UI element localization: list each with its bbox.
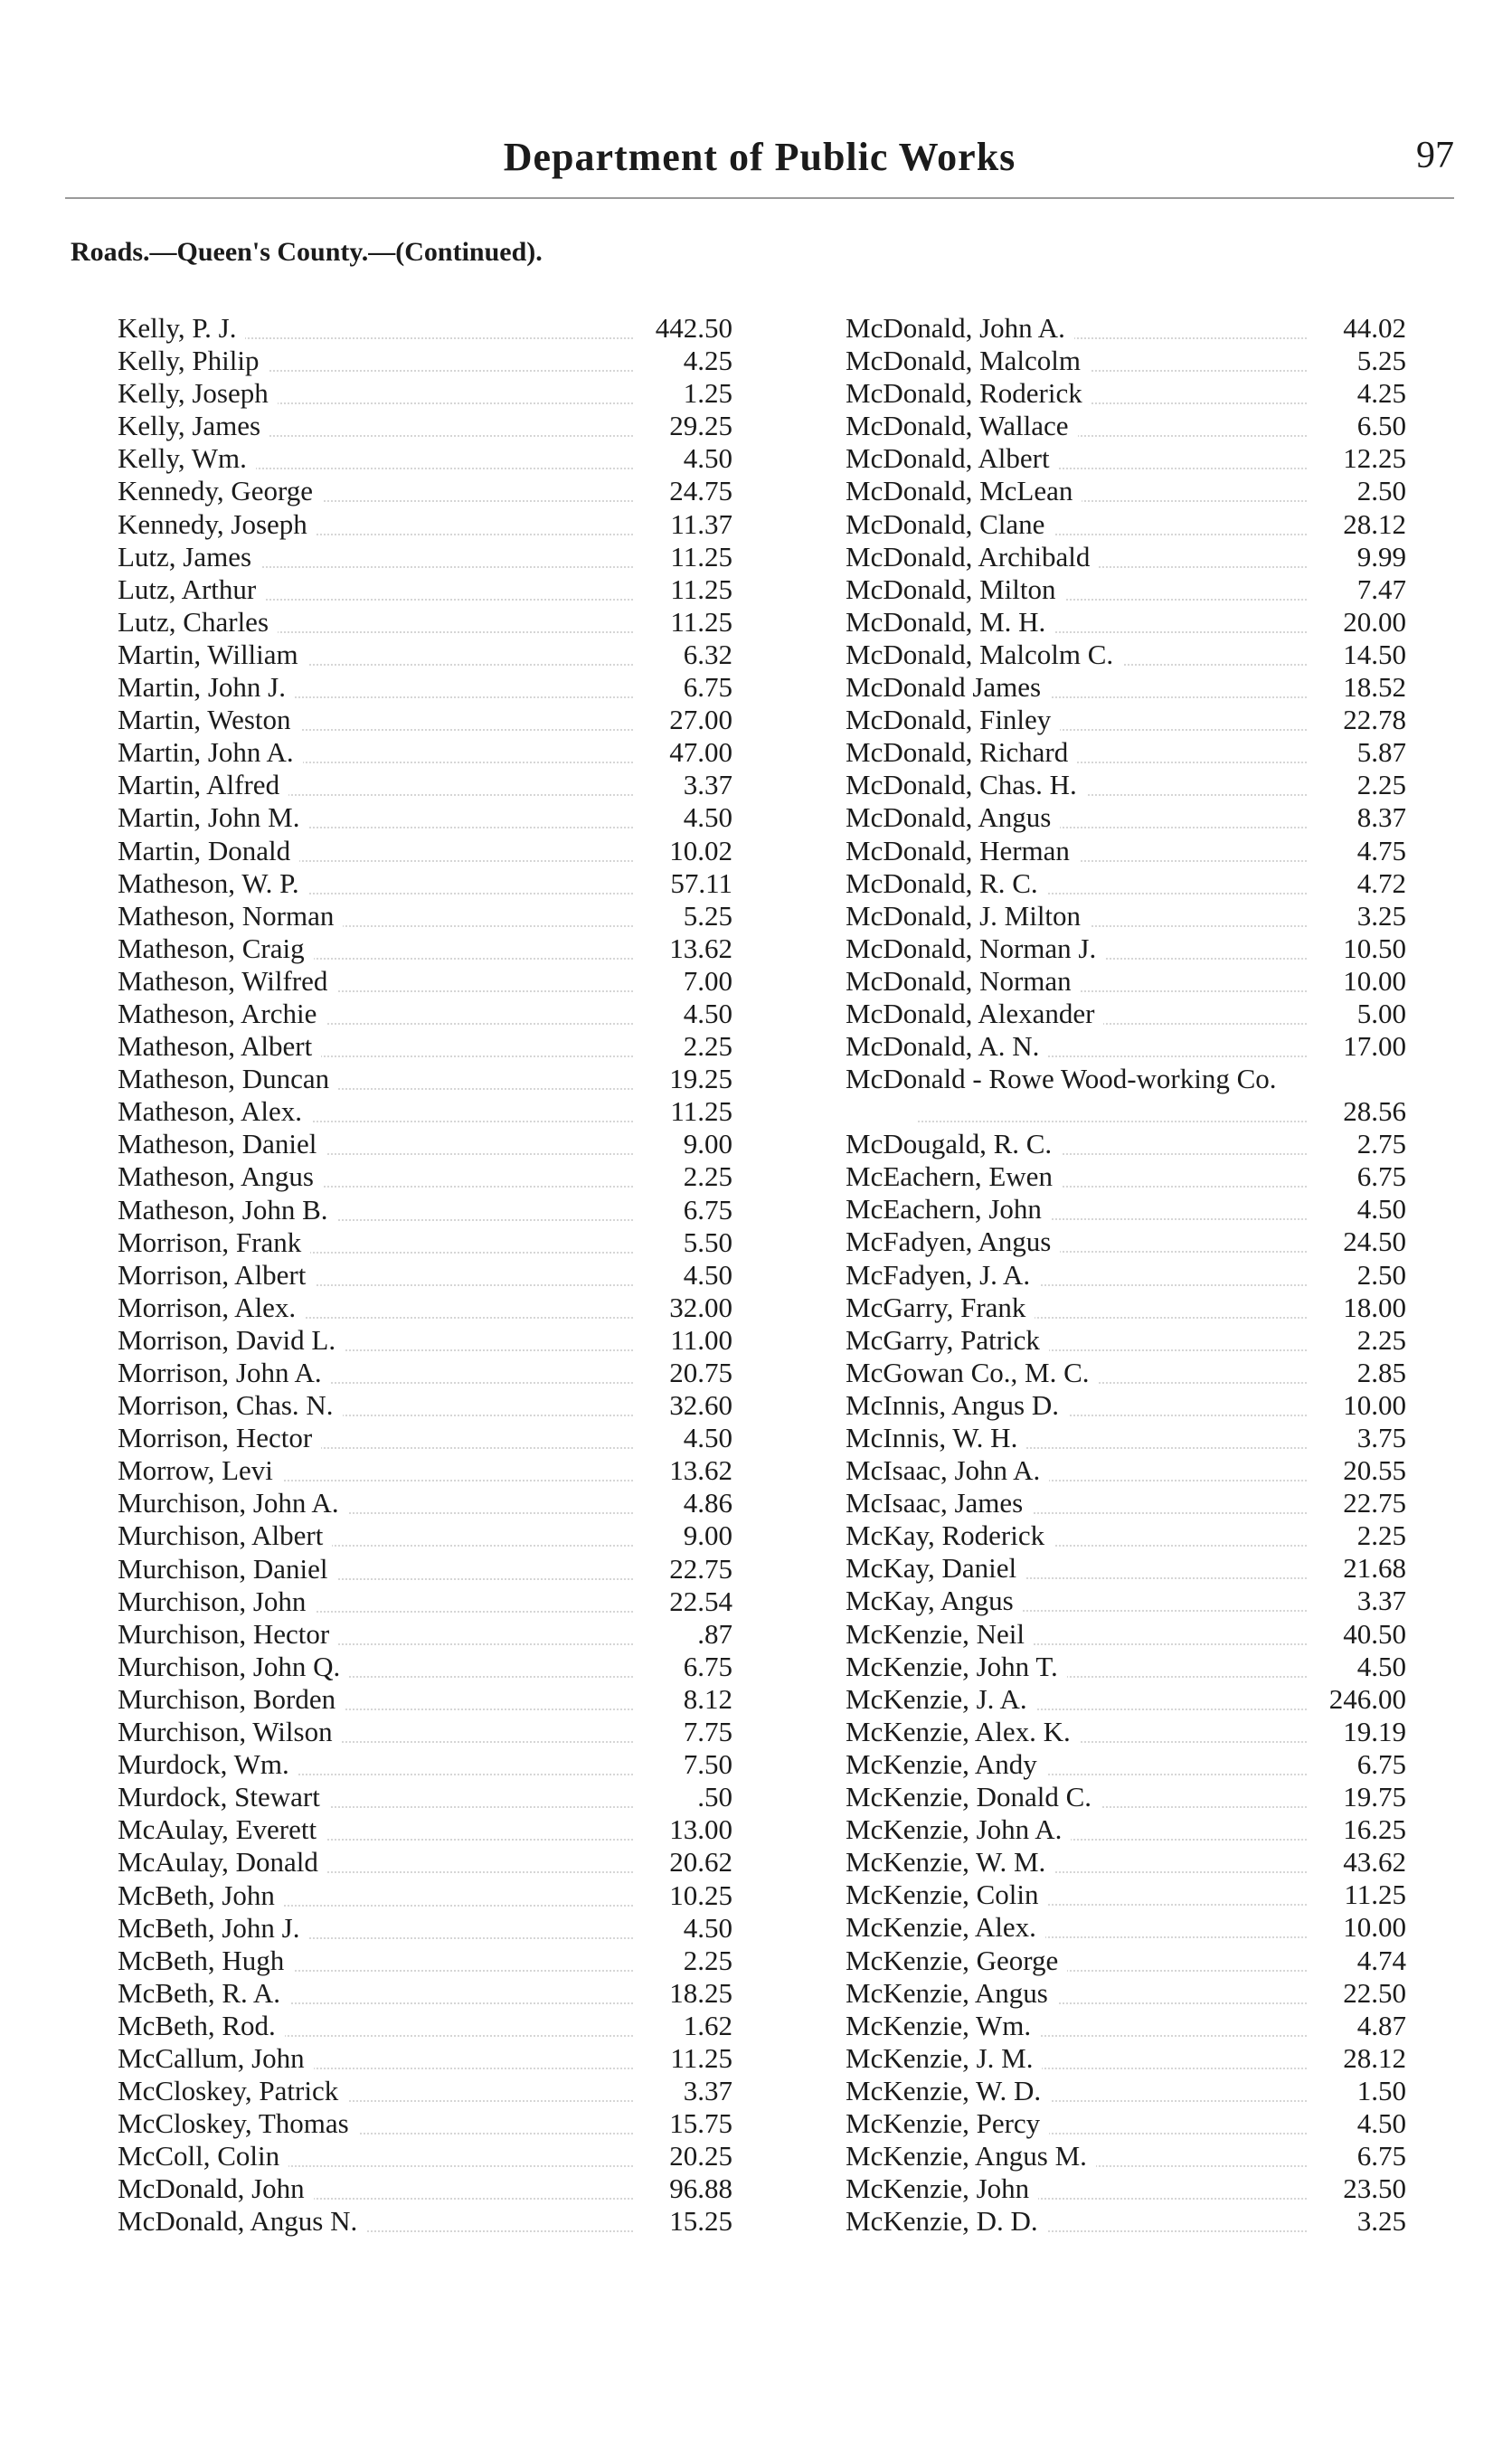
entry-name: Morrison, Frank (118, 1226, 310, 1259)
list-item (846, 2205, 1406, 2238)
entry-amount: .50 (690, 1781, 732, 1813)
entry-amount: 10.02 (662, 835, 732, 867)
entry-name: Matheson, John B. (118, 1194, 337, 1226)
entry-name: Matheson, Archie (118, 998, 326, 1030)
entry-name: McCloskey, Thomas (118, 2107, 358, 2140)
entry-amount: 24.50 (1336, 1226, 1406, 1258)
entry-name: Martin, John M. (118, 801, 309, 834)
entry-amount: 4.50 (676, 801, 732, 834)
entry-amount: 11.25 (663, 541, 732, 573)
entry-amount: 96.88 (662, 2172, 732, 2205)
entry-amount: 10.00 (1336, 1389, 1406, 1422)
entry-name: McKenzie, Percy (846, 2107, 1049, 2140)
entry-amount: 22.78 (1336, 704, 1406, 736)
entry-amount: 12.25 (1336, 442, 1406, 475)
entry-name: McDonald, Milton (846, 573, 1065, 606)
entry-amount: 4.25 (676, 345, 732, 377)
entry-name: McDonald, Albert (846, 442, 1059, 475)
entry-amount: 6.75 (1350, 1160, 1406, 1193)
entry-name: McKay, Angus (846, 1585, 1023, 1617)
entry-amount: 4.50 (1350, 2107, 1406, 2140)
entry-amount: 3.25 (1350, 2205, 1406, 2238)
entry-amount: 6.75 (1350, 2140, 1406, 2172)
entry-name: Matheson, Daniel (118, 1128, 326, 1160)
entry-name: Morrow, Levi (118, 1454, 282, 1487)
entry-amount: 5.00 (1350, 998, 1406, 1030)
entry-name: Kennedy, Joseph (118, 508, 317, 541)
entry-amount: 6.75 (676, 671, 732, 704)
entry-amount: 1.50 (1350, 2075, 1406, 2107)
list-item (846, 1063, 1406, 1128)
entry-amount: 11.37 (663, 508, 732, 541)
entry-name: McAulay, Everett (118, 1813, 326, 1846)
entry-name: Murdock, Wm. (118, 1748, 298, 1781)
right-column (846, 312, 1406, 2238)
entry-amount: 14.50 (1336, 639, 1406, 671)
entry-name: Matheson, Albert (118, 1030, 321, 1063)
entry-name: Morrison, Hector (118, 1422, 321, 1454)
page-header (65, 134, 1454, 199)
entry-amount: 2.75 (1350, 1128, 1406, 1160)
entry-amount: 15.75 (662, 2107, 732, 2140)
entry-name: McKenzie, W. D. (846, 2075, 1050, 2107)
entry-name: McKenzie, Andy (846, 1748, 1046, 1781)
entry-name: Kelly, Joseph (118, 377, 278, 410)
entry-amount: 7.00 (676, 965, 732, 998)
entry-amount: 5.25 (1350, 345, 1406, 377)
entry-name: McDonald, Chas. H. (846, 769, 1086, 801)
entry-name: McKenzie, J. A. (846, 1683, 1036, 1716)
entry-name: McKenzie, Angus M. (846, 2140, 1096, 2172)
entry-name: McAulay, Donald (118, 1846, 327, 1879)
section-title: Roads.—Queen's County.—(Continued). (71, 237, 543, 267)
entry-amount: 6.75 (676, 1651, 732, 1683)
entry-amount: 5.25 (676, 900, 732, 932)
entry-name: McKenzie, Alex. (846, 1911, 1045, 1944)
entry-name: Kelly, P. J. (118, 312, 245, 345)
entry-name: McDonald, Alexander (846, 998, 1103, 1030)
entry-name: Lutz, Charles (118, 606, 278, 639)
entry-name: Murchison, Borden (118, 1683, 345, 1716)
entry-name: Murchison, Wilson (118, 1716, 342, 1748)
entry-name: McDonald, McLean (846, 475, 1082, 507)
entry-name: McKenzie, Colin (846, 1879, 1048, 1911)
entry-name: Martin, John J. (118, 671, 295, 704)
entry-name: McDonald, John (118, 2172, 314, 2205)
entry-name: McDonald, R. C. (846, 867, 1047, 900)
entry-amount: 4.50 (1350, 1193, 1406, 1226)
entry-name: Murchison, Daniel (118, 1553, 336, 1585)
entry-name: Lutz, James (118, 541, 260, 573)
entry-name: Murchison, Albert (118, 1519, 332, 1552)
entry-amount: 32.60 (662, 1389, 732, 1422)
entry-amount: 5.50 (676, 1226, 732, 1259)
entry-amount: 47.00 (662, 736, 732, 769)
page-number: 97 (1416, 135, 1454, 176)
entry-name: McDonald, Wallace (846, 410, 1078, 442)
entry-amount: 9.99 (1350, 541, 1406, 573)
entry-name: Matheson, Angus (118, 1160, 323, 1193)
entry-name: McBeth, John J. (118, 1912, 309, 1945)
header-rule (65, 197, 1454, 199)
entry-amount: 3.37 (676, 769, 732, 801)
entry-name: Martin, Weston (118, 704, 300, 736)
entry-name: Martin, Donald (118, 835, 299, 867)
entry-amount: 5.87 (1350, 736, 1406, 769)
entry-amount: 4.50 (676, 1259, 732, 1292)
entry-name: Murchison, John Q. (118, 1651, 349, 1683)
entry-amount: 2.25 (1350, 1324, 1406, 1357)
entry-amount: 19.25 (662, 1063, 732, 1095)
entry-amount: 3.25 (1350, 900, 1406, 932)
entry-name: Murchison, John A. (118, 1487, 348, 1519)
entry-name: Matheson, Wilfred (118, 965, 336, 998)
entry-name: McDonald, Angus (846, 801, 1060, 834)
entry-amount: 2.25 (1350, 769, 1406, 801)
entry-name: McInnis, W. H. (846, 1422, 1026, 1454)
entry-amount: 2.50 (1350, 475, 1406, 507)
entry-name: McEachern, Ewen (846, 1160, 1062, 1193)
entry-name: McEachern, John (846, 1193, 1051, 1226)
entry-amount: 4.74 (1350, 1945, 1406, 1977)
entry-amount: 6.75 (1350, 1748, 1406, 1781)
entry-name: McGarry, Frank (846, 1292, 1035, 1324)
entry-name: McIsaac, James (846, 1487, 1032, 1519)
entry-amount: 10.25 (662, 1879, 732, 1912)
entry-name: McInnis, Angus D. (846, 1389, 1068, 1422)
entry-amount: 4.72 (1350, 867, 1406, 900)
entry-name: McKay, Roderick (846, 1519, 1054, 1552)
entry-name: McKenzie, John A. (846, 1813, 1071, 1846)
entry-name: McDonald, John A. (846, 312, 1074, 345)
entry-amount: 28.56 (1336, 1095, 1406, 1128)
entry-name: Kelly, Philip (118, 345, 268, 377)
entry-amount: 4.50 (676, 1912, 732, 1945)
entry-name: McDonald, M. H. (846, 606, 1054, 639)
entry-name: McKenzie, Alex. K. (846, 1716, 1080, 1748)
entry-name: McDonald, Roderick (846, 377, 1091, 410)
entry-amount: 4.75 (1350, 835, 1406, 867)
entry-amount: 27.00 (662, 704, 732, 736)
entry-name: McDonald, Finley (846, 704, 1060, 736)
entry-name: McFadyen, Angus (846, 1226, 1060, 1258)
entry-name: McDonald, A. N. (846, 1030, 1048, 1063)
entry-amount: 9.00 (676, 1128, 732, 1160)
entry-amount: 22.50 (1336, 1977, 1406, 2010)
entry-amount: 19.75 (1336, 1781, 1406, 1813)
entry-name: McDonald - Rowe Wood-working Co. (846, 1063, 1289, 1095)
entry-amount: 11.25 (663, 2042, 732, 2075)
entry-amount: 4.50 (676, 442, 732, 475)
entry-name: McKenzie, Donald C. (846, 1781, 1101, 1813)
entry-name: Kelly, James (118, 410, 269, 442)
entry-amount: 20.75 (662, 1357, 732, 1389)
entry-name: McKenzie, J. M. (846, 2042, 1042, 2075)
entry-name: McKenzie, Wm. (846, 2010, 1040, 2042)
entry-amount: 442.50 (648, 312, 732, 345)
entry-name: McBeth, Hugh (118, 1945, 293, 1977)
entry-name: Matheson, Craig (118, 932, 314, 965)
entry-amount: 7.50 (676, 1748, 732, 1781)
entry-amount: 6.50 (1350, 410, 1406, 442)
entry-name: McDonald, Norman (846, 965, 1081, 998)
entry-name: Martin, Alfred (118, 769, 288, 801)
entry-amount: 28.12 (1336, 2042, 1406, 2075)
entry-name: McDonald, Angus N. (118, 2205, 366, 2238)
entry-name: Morrison, David L. (118, 1324, 345, 1357)
entry-amount: 18.00 (1336, 1292, 1406, 1324)
entry-amount: 4.86 (676, 1487, 732, 1519)
entry-amount: 1.62 (676, 2010, 732, 2042)
entry-amount: 11.00 (663, 1324, 732, 1357)
entry-amount: 13.62 (662, 1454, 732, 1487)
entry-name: Kelly, Wm. (118, 442, 256, 475)
entry-amount: 4.50 (676, 1422, 732, 1454)
entry-name: Murdock, Stewart (118, 1781, 329, 1813)
entry-name: McColl, Colin (118, 2140, 288, 2172)
entry-name: McBeth, Rod. (118, 2010, 285, 2042)
entry-name: McDonald James (846, 671, 1050, 704)
entry-amount: 2.25 (1350, 1519, 1406, 1552)
entry-name: McDonald, Malcolm (846, 345, 1090, 377)
left-column (118, 312, 732, 2238)
entry-amount: 18.52 (1336, 671, 1406, 704)
entry-amount: 57.11 (663, 867, 732, 900)
entry-name: McDonald, Richard (846, 736, 1077, 769)
entry-name: McFadyen, J. A. (846, 1259, 1039, 1292)
entry-amount: 19.19 (1336, 1716, 1406, 1748)
entry-amount: 4.25 (1350, 377, 1406, 410)
entry-amount: 11.25 (663, 573, 732, 606)
entry-amount: 11.25 (663, 606, 732, 639)
entry-name: McIsaac, John A. (846, 1454, 1049, 1487)
entry-amount: 20.25 (662, 2140, 732, 2172)
entry-name: McDonald, Malcolm C. (846, 639, 1122, 671)
entry-amount: 6.75 (676, 1194, 732, 1226)
entry-amount: 1.25 (676, 377, 732, 410)
entry-name: McDonald, Norman J. (846, 932, 1105, 965)
entry-amount: 44.02 (1336, 312, 1406, 345)
entry-amount: 2.85 (1350, 1357, 1406, 1389)
entry-amount: 16.25 (1336, 1813, 1406, 1846)
entry-amount: 24.75 (662, 475, 732, 507)
entry-amount: 10.50 (1336, 932, 1406, 965)
entry-name: McGowan Co., M. C. (846, 1357, 1099, 1389)
entry-amount: 2.25 (676, 1030, 732, 1063)
entry-name: McDonald, Archibald (846, 541, 1099, 573)
entry-amount: 13.00 (662, 1813, 732, 1846)
entry-amount: 20.62 (662, 1846, 732, 1879)
entry-amount: 28.12 (1336, 508, 1406, 541)
entry-name: Matheson, W. P. (118, 867, 308, 900)
entry-name: McBeth, John (118, 1879, 284, 1912)
entry-amount: 21.68 (1336, 1552, 1406, 1585)
entry-amount: 8.37 (1350, 801, 1406, 834)
entry-amount: 2.25 (676, 1160, 732, 1193)
entry-amount: 7.47 (1350, 573, 1406, 606)
entry-amount: 246.00 (1322, 1683, 1406, 1716)
entry-amount: 3.37 (676, 2075, 732, 2107)
entry-name: McDonald, J. Milton (846, 900, 1090, 932)
entry-amount: 9.00 (676, 1519, 732, 1552)
entry-name: McKenzie, John (846, 2172, 1038, 2205)
entry-amount: 11.25 (663, 1095, 732, 1128)
entry-amount: 22.54 (662, 1585, 732, 1618)
entry-amount: 4.87 (1350, 2010, 1406, 2042)
entry-amount: 22.75 (662, 1553, 732, 1585)
page-title: Department of Public Works (503, 135, 1016, 179)
entry-amount: 2.50 (1350, 1259, 1406, 1292)
entry-name: McDonald, Herman (846, 835, 1079, 867)
entry-name: Matheson, Norman (118, 900, 343, 932)
entry-name: Matheson, Alex. (118, 1095, 311, 1128)
entry-amount: 10.00 (1336, 1911, 1406, 1944)
entry-name: McDougald, R. C. (846, 1128, 1061, 1160)
entry-name: McKenzie, George (846, 1945, 1067, 1977)
entry-name: Martin, John A. (118, 736, 303, 769)
entry-amount: .87 (690, 1618, 732, 1651)
entry-name: McKenzie, D. D. (846, 2205, 1047, 2238)
entry-amount: 20.00 (1336, 606, 1406, 639)
entry-name: Morrison, Alex. (118, 1292, 305, 1324)
entry-amount: 22.75 (1336, 1487, 1406, 1519)
entry-name: Matheson, Duncan (118, 1063, 338, 1095)
list-item (118, 2205, 732, 2238)
entry-amount: 15.25 (662, 2205, 732, 2238)
entry-name: Morrison, Chas. N. (118, 1389, 343, 1422)
entry-name: Martin, William (118, 639, 307, 671)
entry-name: Kennedy, George (118, 475, 322, 507)
entry-name: McKenzie, W. M. (846, 1846, 1054, 1879)
entry-amount: 17.00 (1336, 1030, 1406, 1063)
entry-amount: 8.12 (676, 1683, 732, 1716)
entry-name: McCallum, John (118, 2042, 314, 2075)
entry-amount: 6.32 (676, 639, 732, 671)
entry-name: Morrison, John A. (118, 1357, 331, 1389)
entry-name: McKenzie, Angus (846, 1977, 1057, 2010)
entry-name: McCloskey, Patrick (118, 2075, 347, 2107)
entry-name: McBeth, R. A. (118, 1977, 289, 2010)
entry-name: McGarry, Patrick (846, 1324, 1049, 1357)
entry-amount: 4.50 (676, 998, 732, 1030)
entry-name: Murchison, Hector (118, 1618, 338, 1651)
entry-amount: 18.25 (662, 1977, 732, 2010)
entry-amount: 4.50 (1350, 1651, 1406, 1683)
entry-name: Morrison, Albert (118, 1259, 315, 1292)
entry-name: Lutz, Arthur (118, 573, 265, 606)
entry-amount: 13.62 (662, 932, 732, 965)
entry-amount: 20.55 (1336, 1454, 1406, 1487)
entry-name: McDonald, Clane (846, 508, 1054, 541)
entry-amount: 2.25 (676, 1945, 732, 1977)
entry-amount: 11.25 (1337, 1879, 1406, 1911)
entry-name: McKenzie, John T. (846, 1651, 1067, 1683)
entry-amount: 43.62 (1336, 1846, 1406, 1879)
entry-amount: 3.37 (1350, 1585, 1406, 1617)
entry-amount: 29.25 (662, 410, 732, 442)
entry-name: Murchison, John (118, 1585, 315, 1618)
entry-amount: 3.75 (1350, 1422, 1406, 1454)
entry-amount: 32.00 (662, 1292, 732, 1324)
entry-name: McKenzie, Neil (846, 1618, 1034, 1651)
list-item (846, 1030, 1406, 1063)
entry-amount: 7.75 (676, 1716, 732, 1748)
entry-amount: 23.50 (1336, 2172, 1406, 2205)
entry-name: McKay, Daniel (846, 1552, 1025, 1585)
entry-amount: 40.50 (1336, 1618, 1406, 1651)
entry-amount: 10.00 (1336, 965, 1406, 998)
